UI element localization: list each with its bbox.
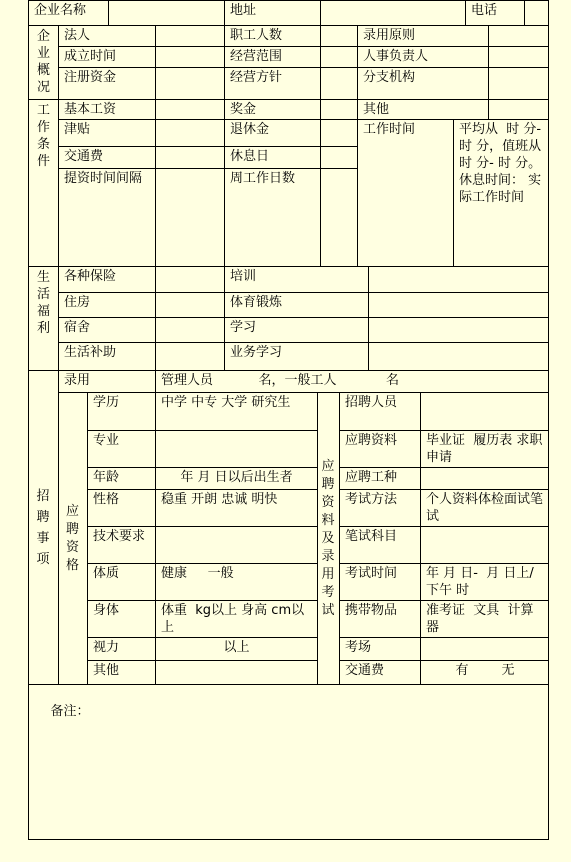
founded-field[interactable] xyxy=(156,47,225,68)
recruiter-field[interactable] xyxy=(421,393,549,431)
education-options[interactable]: 中学 中专 大学 研究生 xyxy=(156,393,318,431)
other-qual-label: 其他 xyxy=(88,661,156,685)
bonus-field[interactable] xyxy=(321,100,358,120)
materials-detail[interactable]: 毕业证 履历表 求职申请 xyxy=(421,431,549,468)
company-name-field[interactable] xyxy=(109,1,225,26)
hire-label: 录用 xyxy=(59,371,156,393)
business-policy-label: 经营方针 xyxy=(225,68,321,100)
hr-person-field[interactable] xyxy=(489,47,549,68)
character-label: 性格 xyxy=(88,490,156,527)
work-time-label: 工作时间 xyxy=(358,120,454,267)
character-detail[interactable]: 稳重 开朗 忠诚 明快 xyxy=(156,490,318,527)
welfare-section-label xyxy=(29,267,59,371)
address-label: 地址 xyxy=(225,1,321,26)
skill-field[interactable] xyxy=(156,527,318,564)
base-salary-field[interactable] xyxy=(156,100,225,120)
remarks-area[interactable] xyxy=(29,685,548,839)
job-type-label: 应聘工种 xyxy=(340,468,421,490)
exam-method-detail[interactable]: 个人资料体检面试笔试 xyxy=(421,490,549,527)
recruit-section-text: 招聘事项 xyxy=(36,488,50,567)
business-scope-field[interactable] xyxy=(321,47,358,68)
transport-fee-label: 交通费 xyxy=(59,147,156,169)
conditions-section-label xyxy=(29,100,59,267)
business-policy-field[interactable] xyxy=(321,68,358,100)
age-label: 年龄 xyxy=(88,468,156,490)
conditions-section-text: 工作条件 xyxy=(36,103,50,169)
vision-detail[interactable]: 以上 xyxy=(156,638,318,661)
major-field[interactable] xyxy=(156,431,318,468)
training-label: 培训 xyxy=(225,267,369,293)
dorm-field[interactable] xyxy=(156,318,225,343)
major-label: 专业 xyxy=(88,431,156,468)
exam-section-text: 应聘资料及录用考试 xyxy=(321,458,335,618)
transport-detail[interactable]: 有 无 xyxy=(421,661,549,685)
phone-label: 电话 xyxy=(466,1,525,26)
bonus-label: 奖金 xyxy=(225,100,321,120)
items-detail[interactable]: 准考证 文具 计算器 xyxy=(421,601,549,638)
other-field[interactable] xyxy=(489,100,549,120)
recruiter-label: 招聘人员 xyxy=(340,393,421,431)
education-label: 学历 xyxy=(88,393,156,431)
study-label: 学习 xyxy=(225,318,369,343)
exam-section-label xyxy=(318,393,340,685)
age-detail[interactable]: 年 月 日以后出生者 xyxy=(156,468,318,490)
hire-detail[interactable]: 管理人员 名，一般工人 名 xyxy=(156,371,549,393)
body-label: 身体 xyxy=(88,601,156,638)
written-subject-field[interactable] xyxy=(421,527,549,564)
registered-capital-label: 注册资金 xyxy=(59,68,156,100)
raise-interval-field[interactable] xyxy=(156,169,225,267)
registered-capital-field[interactable] xyxy=(156,68,225,100)
address-field[interactable] xyxy=(321,1,466,26)
welfare-section-text: 生活福利 xyxy=(36,270,50,336)
business-study-label: 业务学习 xyxy=(225,343,369,371)
written-subject-label: 笔试科目 xyxy=(340,527,421,564)
rest-day-field[interactable] xyxy=(321,147,358,169)
pension-label: 退休金 xyxy=(225,120,321,147)
phone-field[interactable] xyxy=(525,1,549,26)
insurance-label: 各种保险 xyxy=(59,267,156,293)
staff-count-label: 职工人数 xyxy=(225,26,321,47)
founded-label: 成立时间 xyxy=(59,47,156,68)
rest-day-label: 休息日 xyxy=(225,147,321,169)
subsidy-label: 生活补助 xyxy=(59,343,156,371)
health-detail[interactable]: 健康 一般 xyxy=(156,564,318,601)
items-label: 携带物品 xyxy=(340,601,421,638)
training-field[interactable] xyxy=(369,267,549,293)
vision-label: 视力 xyxy=(88,638,156,661)
skill-label: 技术要求 xyxy=(88,527,156,564)
allowance-label: 津贴 xyxy=(59,120,156,147)
recruitment-form xyxy=(28,0,554,840)
materials-label: 应聘资料 xyxy=(340,431,421,468)
sports-label: 体育锻炼 xyxy=(225,293,369,318)
weekly-days-field[interactable] xyxy=(321,169,358,267)
overview-section-text: 企业概况 xyxy=(36,29,50,95)
other-label: 其他 xyxy=(358,100,489,120)
work-time-detail[interactable]: 平均从 时 分- 时 分，值班从 时 分- 时 分。 休息时间： 实际工作时间 xyxy=(454,120,549,267)
staff-count-field[interactable] xyxy=(321,26,358,47)
housing-label: 住房 xyxy=(59,293,156,318)
subsidy-field[interactable] xyxy=(156,343,225,371)
base-salary-label: 基本工资 xyxy=(59,100,156,120)
legal-person-label: 法人 xyxy=(59,26,156,47)
exam-room-label: 考场 xyxy=(340,638,421,661)
exam-method-label: 考试方法 xyxy=(340,490,421,527)
raise-interval-label: 提资时间间隔 xyxy=(59,169,156,267)
recruit-section-label xyxy=(29,371,59,685)
company-name-label: 企业名称 xyxy=(29,1,109,26)
legal-person-field[interactable] xyxy=(156,26,225,47)
business-study-field[interactable] xyxy=(369,343,549,371)
weekly-days-label: 周工作日数 xyxy=(225,169,321,267)
branches-label: 分支机构 xyxy=(358,68,489,100)
other-qual-field[interactable] xyxy=(156,661,318,685)
study-field[interactable] xyxy=(369,318,549,343)
housing-field[interactable] xyxy=(156,293,225,318)
exam-room-field[interactable] xyxy=(421,638,549,661)
overview-section-label xyxy=(29,26,59,100)
hr-person-label: 人事负责人 xyxy=(358,47,489,68)
insurance-field[interactable] xyxy=(156,267,225,293)
hiring-principle-label: 录用原则 xyxy=(358,26,489,47)
health-label: 体质 xyxy=(88,564,156,601)
sports-field[interactable] xyxy=(369,293,549,318)
transport-label: 交通费 xyxy=(340,661,421,685)
pension-field[interactable] xyxy=(321,120,358,147)
transport-fee-field[interactable] xyxy=(156,147,225,169)
hiring-principle-field[interactable] xyxy=(489,26,549,47)
business-scope-label: 经营范围 xyxy=(225,47,321,68)
body-detail[interactable]: 体重 kg以上 身高 cm以上 xyxy=(156,601,318,638)
job-type-field[interactable] xyxy=(421,468,549,490)
exam-time-label: 考试时间 xyxy=(340,564,421,601)
qualification-section-label xyxy=(59,393,88,685)
dorm-label: 宿舍 xyxy=(59,318,156,343)
allowance-field[interactable] xyxy=(156,120,225,147)
branches-field[interactable] xyxy=(489,68,549,100)
remarks-label: 备注： xyxy=(50,704,90,719)
exam-time-detail[interactable]: 年 月 日- 月 日上/下午 时 xyxy=(421,564,549,601)
qualification-section-text: 应聘资格 xyxy=(66,503,80,573)
